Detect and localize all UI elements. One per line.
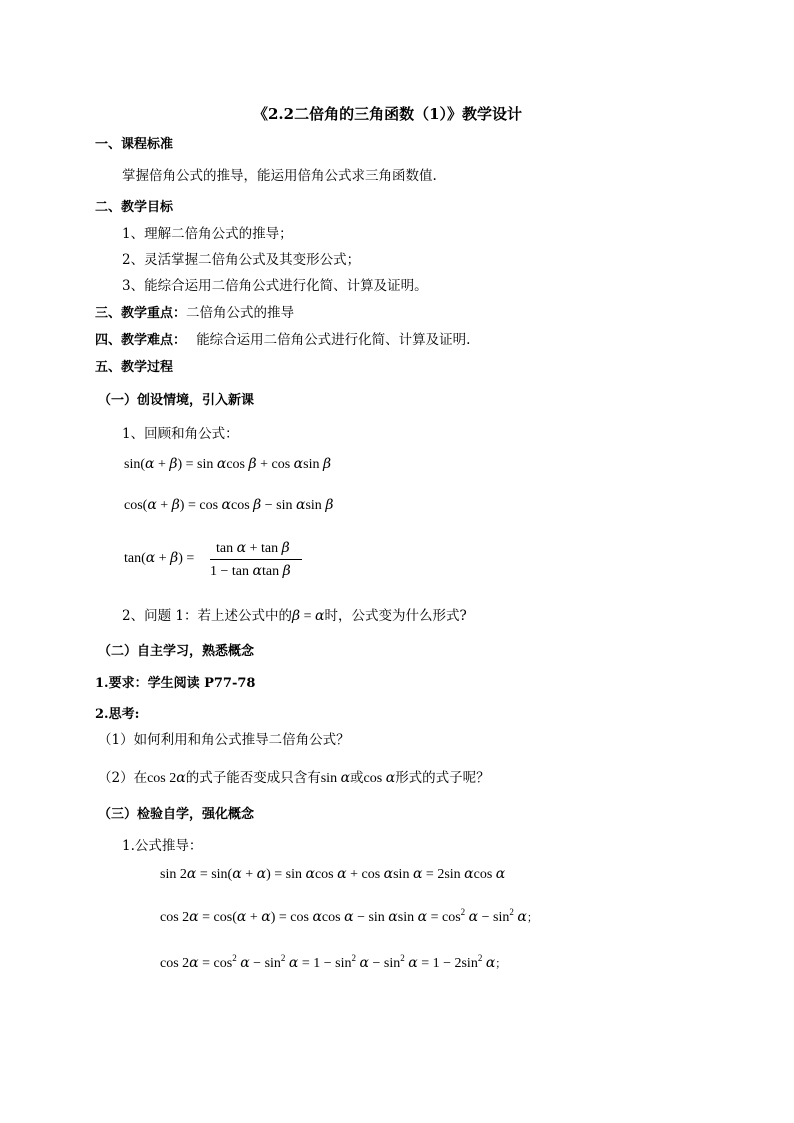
fraction-bar xyxy=(210,559,302,560)
equation-cos-double-1: cos 2α = cos(α + α) = cos αcos α − sin αsin $\alpha = \cos^2 \alpha - \sin^2 \alpha$； xyxy=(160,907,538,925)
formula-tan-fraction xyxy=(210,540,302,582)
difficulty xyxy=(95,328,470,348)
key-point xyxy=(95,301,294,321)
difficulty-heading: 四、教学难点： xyxy=(95,333,187,348)
difficulty-text: 能综合运用二倍角公式进行化简、计算及证明. xyxy=(196,332,471,348)
reading-requirement: 1.要求：学生阅读 P77-78 xyxy=(95,676,256,691)
formula-tan-lhs: tan(α + β) = xyxy=(124,550,195,566)
formula-sin-sum: sin(α + β) = sin αcos β + cos αsin β xyxy=(124,456,332,472)
tan-numerator: tan α + tan β xyxy=(216,540,290,556)
curriculum-text: 掌握倍角公式的推导，能运用倍角公式求三角函数值. xyxy=(122,168,437,184)
goal-item-1: 1、理解二倍角公式的推导； xyxy=(122,226,293,242)
tan-denominator: 1 − tan αtan β xyxy=(210,563,291,579)
think-question-1: （1）如何利用和角公式推导二倍角公式？ xyxy=(98,732,350,748)
part3-heading: （三）检验自学，强化概念 xyxy=(98,807,255,822)
part2-heading: （二）自主学习，熟悉概念 xyxy=(98,644,255,659)
goal-item-3: 3、能综合运用二倍角公式进行化简、计算及证明。 xyxy=(122,278,428,294)
equation-cos-double-2: $\cos 2\alpha = \cos^2 \alpha - \sin^2 \alpha = 1 - \sin^2 \alpha - \sin^2 \alpha = 1 - 2\sin^2$ α； xyxy=(160,953,507,971)
question-1: 2、问题 1：若上述公式中的β = α时，公式变为什么形式? xyxy=(122,608,467,624)
key-point-heading: 三、教学重点： xyxy=(95,306,187,321)
key-point-text: 二倍角公式的推导 xyxy=(186,305,295,321)
formula-cos-sum: cos(α + β) = cos αcos β − sin αsin β xyxy=(124,497,334,513)
equation-sin-double: sin 2α = sin(α + α) = sin αcos α + cos αsin α = 2sin αcos α xyxy=(160,866,506,882)
part1-heading: （一）创设情境，引入新课 xyxy=(98,393,255,408)
page-title: 《2.2二倍角的三角函数（1）》教学设计 xyxy=(253,105,523,123)
derive-label: 1.公式推导： xyxy=(122,838,203,854)
section-heading-goals: 二、教学目标 xyxy=(95,200,174,215)
goal-item-2: 2、灵活掌握二倍角公式及其变形公式； xyxy=(122,252,361,268)
section-heading-curriculum: 一、课程标准 xyxy=(95,137,174,152)
section-heading-process: 五、教学过程 xyxy=(95,360,174,375)
think-label: 2.思考: xyxy=(95,707,140,722)
recall-label: 1、回顾和角公式： xyxy=(122,426,239,442)
think-question-2: （2）在cos 2α的式子能否变成只含有sin α或cos α形式的式子呢？ xyxy=(98,770,490,786)
